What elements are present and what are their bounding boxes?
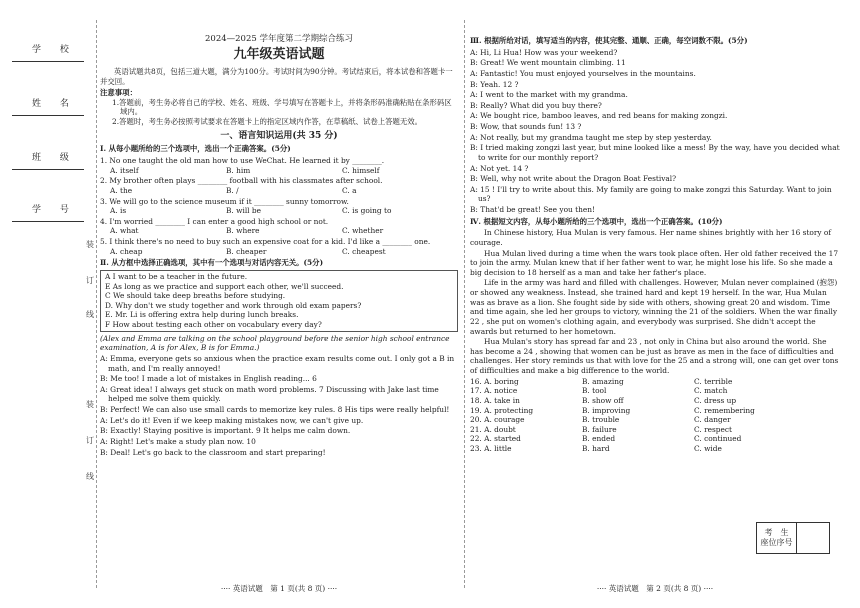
option: A. the — [110, 185, 133, 195]
option: B. improving — [582, 405, 631, 415]
dialogue-line: A: 15 ! I'll try to write about this. My family are going to make zongzi this Saturday. Want to join us? — [470, 184, 832, 204]
option: C. respect — [694, 424, 733, 434]
option: B. trouble — [582, 415, 620, 425]
box-option: E. Mr. Li is offering extra help during lunch breaks. — [105, 310, 299, 320]
dialogue-line: B: Great! We went mountain climbing. 11 — [470, 58, 626, 68]
page-footer: ···· 英语试题 第 1 页(共 8 页) ···· — [220, 584, 338, 593]
dialogue-line: B: Perfect! We can also use small cards to memorize key rules. 8 His tips were really helpful! — [100, 405, 450, 414]
dialogue-line: B: Exactly! Staying positive is important. 9 It helps me calm down. — [100, 426, 351, 436]
school-label: 学 校 — [32, 45, 77, 56]
box-option: E As long as we practice and support each other, we'll succeed. — [105, 281, 344, 291]
question: 3. We will go to the science museum if it ________ sunny tomorrow. — [100, 196, 349, 206]
exam-year: 2024—2025 学年度第二学期综合练习 — [205, 34, 353, 44]
option: C. danger — [694, 415, 731, 425]
dialogue-intro: (Alex and Emma are talking on the school playground before the senior high school entrance examination, A is for Alex, B is for Emma.) — [100, 333, 450, 353]
binding-char: 线 — [86, 310, 94, 319]
part-title: 一、语言知识运用(共 35 分) — [220, 130, 338, 141]
dialogue-line: A: Hi, Li Hua! How was your weekend? — [470, 47, 618, 57]
option-row — [470, 415, 840, 425]
question: 4. I'm worried ________ I can enter a good high school or not. — [100, 216, 329, 226]
dialogue-line: A: Let's do it! Even if we keep making mistakes now, we can't give up. — [100, 415, 364, 425]
binding-char: 线 — [86, 472, 94, 481]
option: A. itself — [110, 165, 139, 175]
dialogue-line: B: Really? What did you buy there? — [470, 100, 602, 110]
option: A. cheap — [110, 246, 143, 256]
binding-line — [96, 20, 97, 588]
option: B. failure — [582, 424, 617, 434]
passage-paragraph: Hua Mulan's story has spread far and 23 , not only in China but also around the world. She has become a 24 , showing that women can be just as brave as men in the face of difficulties and challenges. Her story reminds us that with love for the 25 and a strong will, one can get over tons of difficulties and make a big difference to the world. — [470, 337, 839, 375]
option: C. himself — [342, 165, 380, 175]
notes-heading: 注意事项： — [100, 88, 137, 98]
option-row — [470, 425, 840, 435]
option: B. where — [226, 226, 260, 236]
dialogue — [470, 48, 840, 215]
option: B. / — [226, 185, 239, 195]
option: A. is — [110, 206, 127, 216]
option-row — [470, 434, 840, 444]
option-row — [100, 186, 458, 196]
dialogue-line: B: Yeah. 12 ? — [470, 79, 519, 89]
option: C. a — [342, 185, 357, 195]
dialogue-line: B: I tried making zongzi last year, but mine looked like a mess! By the way, have you decided what to write for our monthly report? — [470, 143, 840, 162]
option: 18. A. take in — [470, 395, 520, 405]
seat-number-box — [756, 522, 830, 554]
option-row — [100, 226, 458, 236]
dialogue-line: A: Not really, but my grandma taught me step by step yesterday. — [470, 132, 712, 142]
cloze-passage — [470, 228, 840, 375]
section-title: Ⅲ. 根据所给对话，填写适当的内容，使其完整、通顺、正确，每空词数不限。(5分) — [470, 36, 748, 45]
page-footer: ···· 英语试题 第 2 页(共 8 页) ···· — [596, 584, 714, 593]
option: C. wide — [694, 444, 722, 453]
question: 2. My brother often plays ________ football with his classmates after school. — [100, 176, 383, 186]
section-title: Ⅳ. 根据短文内容，从每小题所给的三个选项中，选出一个正确答案。(10分) — [470, 216, 723, 226]
option-row — [470, 377, 840, 387]
cloze-options — [470, 377, 840, 454]
dialogue — [100, 354, 458, 457]
student-info-stub — [8, 40, 88, 230]
option: 23. A. little — [470, 444, 512, 453]
dialogue-line: B: Me too! I made a lot of mistakes in English reading... 6 — [100, 374, 317, 384]
exam-intro: 英语试题共8页，包括三道大题，满分为100分。考试时间为90分钟。考试结束后，将本试卷和答题卡一并交回。 — [100, 66, 453, 86]
option: B. him — [226, 165, 251, 175]
option-row — [470, 396, 840, 406]
dialogue-line: B: Deal! Let's go back to the classroom and start preparing! — [100, 447, 326, 457]
dialogue-line: B: Well, why not write about the Dragon Boat Festival? — [470, 174, 677, 184]
option: 17. A. notice — [470, 386, 518, 396]
box-option: A I want to be a teacher in the future. — [105, 271, 248, 281]
dialogue-line: A: Emma, everyone gets so anxious when the practice exam results come out. I only got a B in math, and I'm really annoyed! — [100, 353, 455, 373]
option: 16. A. boring — [470, 376, 519, 386]
option: B. amazing — [582, 376, 624, 386]
binding-char: 订 — [86, 276, 94, 285]
dialogue-line: B: Wow, that sounds fun! 13 ? — [470, 122, 582, 131]
section-title: Ⅱ. 从方框中选择正确选项，其中有一个选项与对话内容无关。(5分) — [100, 258, 324, 268]
passage-paragraph: In Chinese history, Hua Mulan is very famous. Her name shines brightly with her 16 story of courage. — [470, 228, 832, 247]
dialogue-line: A: Not yet. 14 ? — [470, 163, 529, 173]
option-row — [470, 406, 840, 416]
options-box — [100, 270, 458, 332]
option: B. cheaper — [226, 246, 267, 256]
page-divider — [464, 20, 465, 588]
option: C. terrible — [694, 376, 733, 386]
note-item: 2.答题时，考生务必按照考试要求在答题卡上的指定区域内作答，在草稿纸、试卷上答题无效。 — [112, 117, 423, 127]
option: C. cheapest — [342, 246, 386, 256]
binding-marks — [86, 240, 100, 520]
option: C. dress up — [694, 395, 737, 405]
option: 20. A. courage — [470, 415, 525, 425]
dialogue-line: A: We bought rice, bamboo leaves, and red beans for making zongzi. — [470, 111, 728, 121]
question: 1. No one taught the old man how to use WeChat. He learned it by ________. — [100, 156, 385, 165]
dialogue-line: A: Fantastic! You must enjoyed yourselves in the mountains. — [470, 68, 696, 78]
section-title: Ⅰ. 从每小题所给的三个选项中，选出一个正确答案。(5分) — [100, 144, 291, 154]
question: 5. I think there's no need to buy such an expensive coat for a kid. I'd like a ________ one. — [100, 237, 431, 246]
option: 19. A. protecting — [470, 405, 534, 415]
note-item: 1.答题前，考生务必将自己的学校、姓名、班级、学号填写在答题卡上，并将条形码准确粘贴在条形码区域内。 — [112, 97, 452, 117]
option: C. whether — [342, 226, 384, 236]
binding-char: 装 — [86, 400, 94, 409]
dialogue-line: A: Right! Let's make a study plan now. 10 — [100, 436, 256, 446]
option: 22. A. started — [470, 434, 521, 444]
class-label: 班 级 — [32, 153, 77, 164]
dialogue-line: A: Great idea! I always get stuck on math word problems. 7 Discussing with Jake last time helped me solve them quickly. — [100, 384, 439, 404]
box-option: F How about testing each other on vocabulary every day? — [105, 320, 322, 329]
left-column — [100, 34, 458, 564]
option: B. ended — [582, 434, 616, 444]
dialogue-line: B: That'd be great! See you then! — [470, 205, 595, 214]
passage-paragraph: Life in the army was hard and filled with challenges. However, Mulan never complained (抱怨) or showed any weakness. Instead, she trained hard and kept 19 herself. In the war, Hua Mulan was as brave as a lion. She fought side by side with others, showing great 20 and wisdom. Time and time again, she led her groups to victory, winning the 21 of the soldiers. When the war finally 22 , she put on women's clothing again, and everybody was surprised. She didn't accept the awards but returned to her hometown. — [470, 278, 838, 336]
exam-title: 九年级英语试题 — [233, 47, 325, 63]
option-row — [470, 386, 840, 396]
option: B. will be — [226, 206, 262, 216]
option: C. continued — [694, 434, 742, 444]
option-row — [470, 444, 840, 454]
right-column — [470, 34, 840, 564]
option: B. show off — [582, 395, 624, 405]
section-1-questions — [100, 156, 458, 256]
name-label: 姓 名 — [32, 99, 77, 110]
option: A. what — [110, 226, 139, 236]
dialogue-line: A: I went to the market with my grandma. — [470, 90, 628, 100]
id-label: 学 号 — [32, 205, 77, 216]
box-option: D. Why don't we study together and work through old exam papers? — [105, 300, 362, 310]
box-option: C We should take deep breaths before studying. — [105, 291, 286, 301]
option: C. remembering — [694, 405, 755, 415]
option: 21. A. doubt — [470, 424, 516, 434]
option: B. hard — [582, 444, 610, 453]
binding-char: 装 — [86, 240, 94, 249]
option-row — [100, 247, 458, 257]
seat-label: 考 生 座位序号 — [757, 523, 797, 553]
option-row — [100, 206, 458, 216]
binding-char: 订 — [86, 436, 94, 445]
option: C. is going to — [342, 206, 392, 216]
option: B. tool — [582, 386, 607, 396]
option-row — [100, 166, 458, 176]
option: C. match — [694, 386, 728, 396]
passage-paragraph: Hua Mulan lived during a time when the wars took place often. Her old father received the 17 to join the army. Mulan knew that if her father went to war, he might lose his life. So she made a big decision to 18 herself as a man and take her father's place. — [470, 248, 839, 277]
